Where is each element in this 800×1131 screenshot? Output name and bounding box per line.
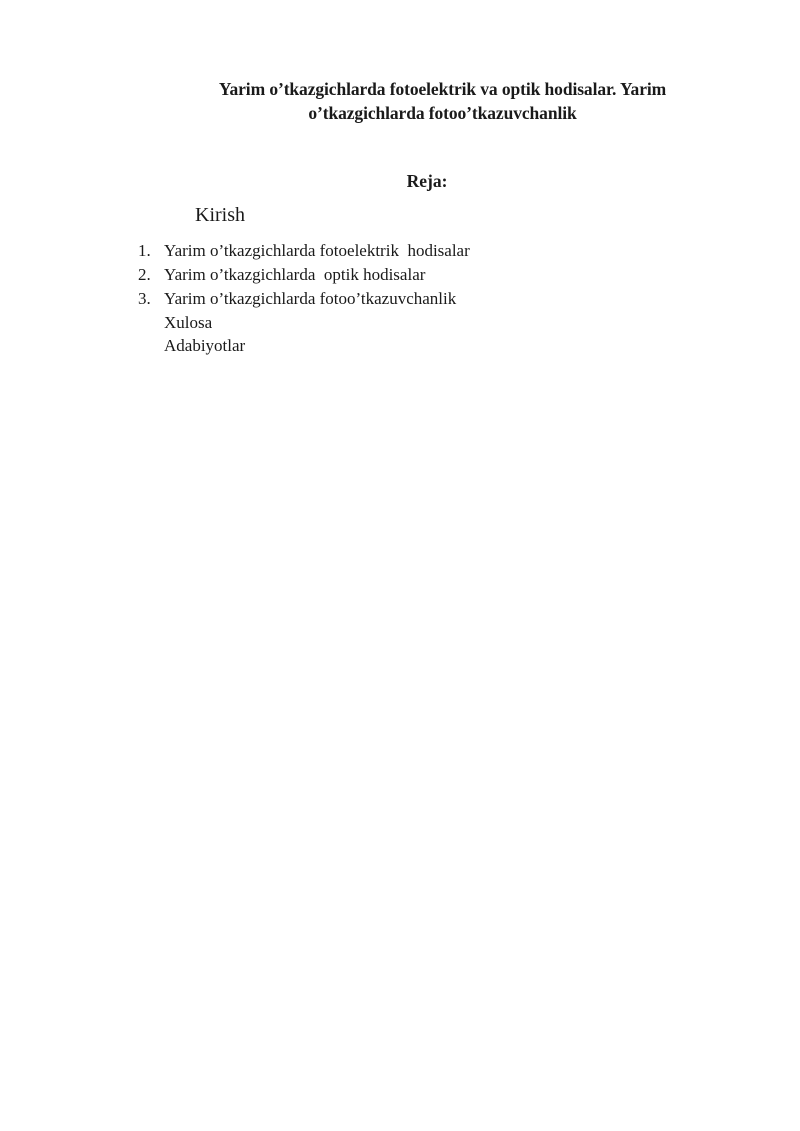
plan-heading: Reja: [406,171,448,191]
references-item: Adabiyotlar [164,336,246,355]
plan-item-number: 3. [138,289,151,308]
plan-list-item [138,239,470,263]
plan-item-number: 2. [138,265,151,284]
plan-item-text: Yarim o’tkazgichlarda fotoo’tkazuvchanlik [164,289,457,308]
conclusion-item: Xulosa [164,313,213,332]
intro-item: Kirish [195,204,245,226]
plan-list-item [138,263,470,287]
plan-list [138,239,470,311]
plan-item-text: Yarim o’tkazgichlarda optik hodisalar [164,265,426,284]
document-title: Yarim o’tkazgichlarda fotoelektrik va optik hodisalar. Yarim o’tkazgichlarda fotoo’tkazuvchanlik [218,79,667,123]
plan-item-text: Yarim o’tkazgichlarda fotoelektrik hodisalar [164,241,470,260]
plan-item-number: 1. [138,241,151,260]
plan-list-item [138,287,470,311]
